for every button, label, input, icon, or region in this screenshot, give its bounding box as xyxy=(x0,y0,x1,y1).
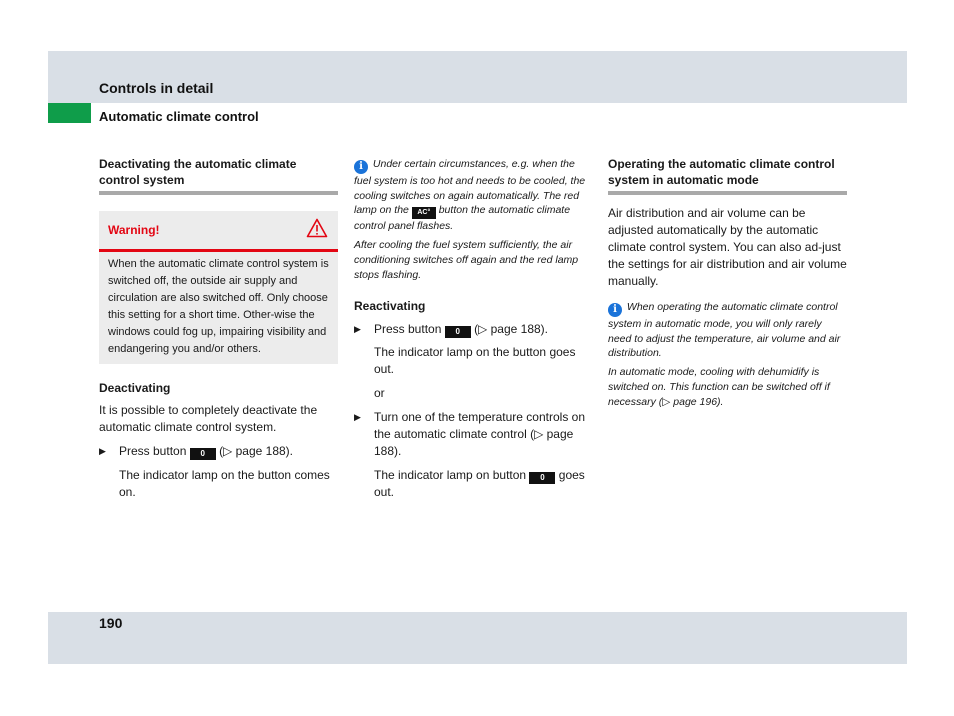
step-press-button xyxy=(99,443,338,460)
subsection-title: Automatic climate control xyxy=(99,109,259,124)
automatic-mode-heading: Operating the automatic climate control system in automatic mode xyxy=(608,156,847,195)
info-note-dehumidify: In automatic mode, cooling with dehumidify is switched on. This function can be switched off if necessary (▷ page 196). xyxy=(608,366,830,408)
bullet-arrow-icon: ▶ xyxy=(99,446,106,456)
warning-triangle-icon xyxy=(306,218,328,243)
page-reference: (▷ page 188). xyxy=(219,444,294,458)
warning-box xyxy=(99,211,338,364)
or-text: or xyxy=(374,386,385,401)
off-button-icon: 0 xyxy=(190,448,216,460)
info-icon: i xyxy=(354,160,368,174)
step-result: The indicator lamp on the button comes on. xyxy=(119,468,330,499)
off-button-icon: 0 xyxy=(529,472,555,484)
section-title: Controls in detail xyxy=(99,80,214,96)
warning-label: Warning! xyxy=(108,223,160,237)
step-text: Turn one of the temperature controls on the automatic climate control (▷ page 188). xyxy=(374,410,586,459)
column-right xyxy=(608,156,847,409)
deactivating-subheading: Deactivating xyxy=(99,381,171,395)
bullet-arrow-icon: ▶ xyxy=(354,324,361,335)
column-left xyxy=(99,156,338,501)
step-text: Press button xyxy=(374,322,442,337)
info-note-automatic-mode: i When operating the automatic climate control system in automatic mode, you will only rarely need to adjust the temperature, air volume and air distribution. xyxy=(608,301,841,360)
bullet-arrow-icon: ▶ xyxy=(354,412,361,423)
off-button-icon: 0 xyxy=(445,326,471,338)
ac-button-icon: AC° xyxy=(412,207,436,219)
reactivating-subheading: Reactivating xyxy=(354,299,426,314)
warning-text: When the automatic climate control system is switched off, the outside air supply and circulation are also switched off. Only choose this setting for a short time. Other-wise the windows could fog up, impairing visibility and endangering you and/or others. xyxy=(108,258,329,355)
section-marker-tab xyxy=(48,103,91,123)
automatic-mode-body: Air distribution and air volume can be adjusted automatically by the automatic climate control system. You can also ad-just the settings for air distribution and air volume manually. xyxy=(608,206,847,288)
warning-header xyxy=(99,211,338,252)
info-note-cooling: i Under certain circumstances, e.g. when the fuel system is too hot and needs to be cooled, the cooling switches on again automatically. The red lamp on the AC° button the automatic climate control panel flashes. xyxy=(354,158,586,233)
step-result: The indicator lamp on the button goes out. xyxy=(374,345,576,377)
step-press-button xyxy=(354,321,593,338)
info-note-after-cooling: After cooling the fuel system sufficiently, the air conditioning switches off again and the red lamp stops flashing. xyxy=(354,239,579,281)
step-turn-control xyxy=(354,409,593,460)
page-number: 190 xyxy=(99,615,123,631)
deactivating-intro: It is possible to completely deactivate the automatic climate control system. xyxy=(99,403,318,434)
step-result: The indicator lamp on button 0 goes out. xyxy=(374,468,585,500)
page-reference: (▷ page 188). xyxy=(474,322,549,337)
info-icon: i xyxy=(608,303,622,317)
step-text: Press button xyxy=(119,444,187,458)
deactivating-heading: Deactivating the automatic climate control system xyxy=(99,156,338,195)
footer-band xyxy=(48,612,907,664)
column-middle xyxy=(354,156,593,501)
